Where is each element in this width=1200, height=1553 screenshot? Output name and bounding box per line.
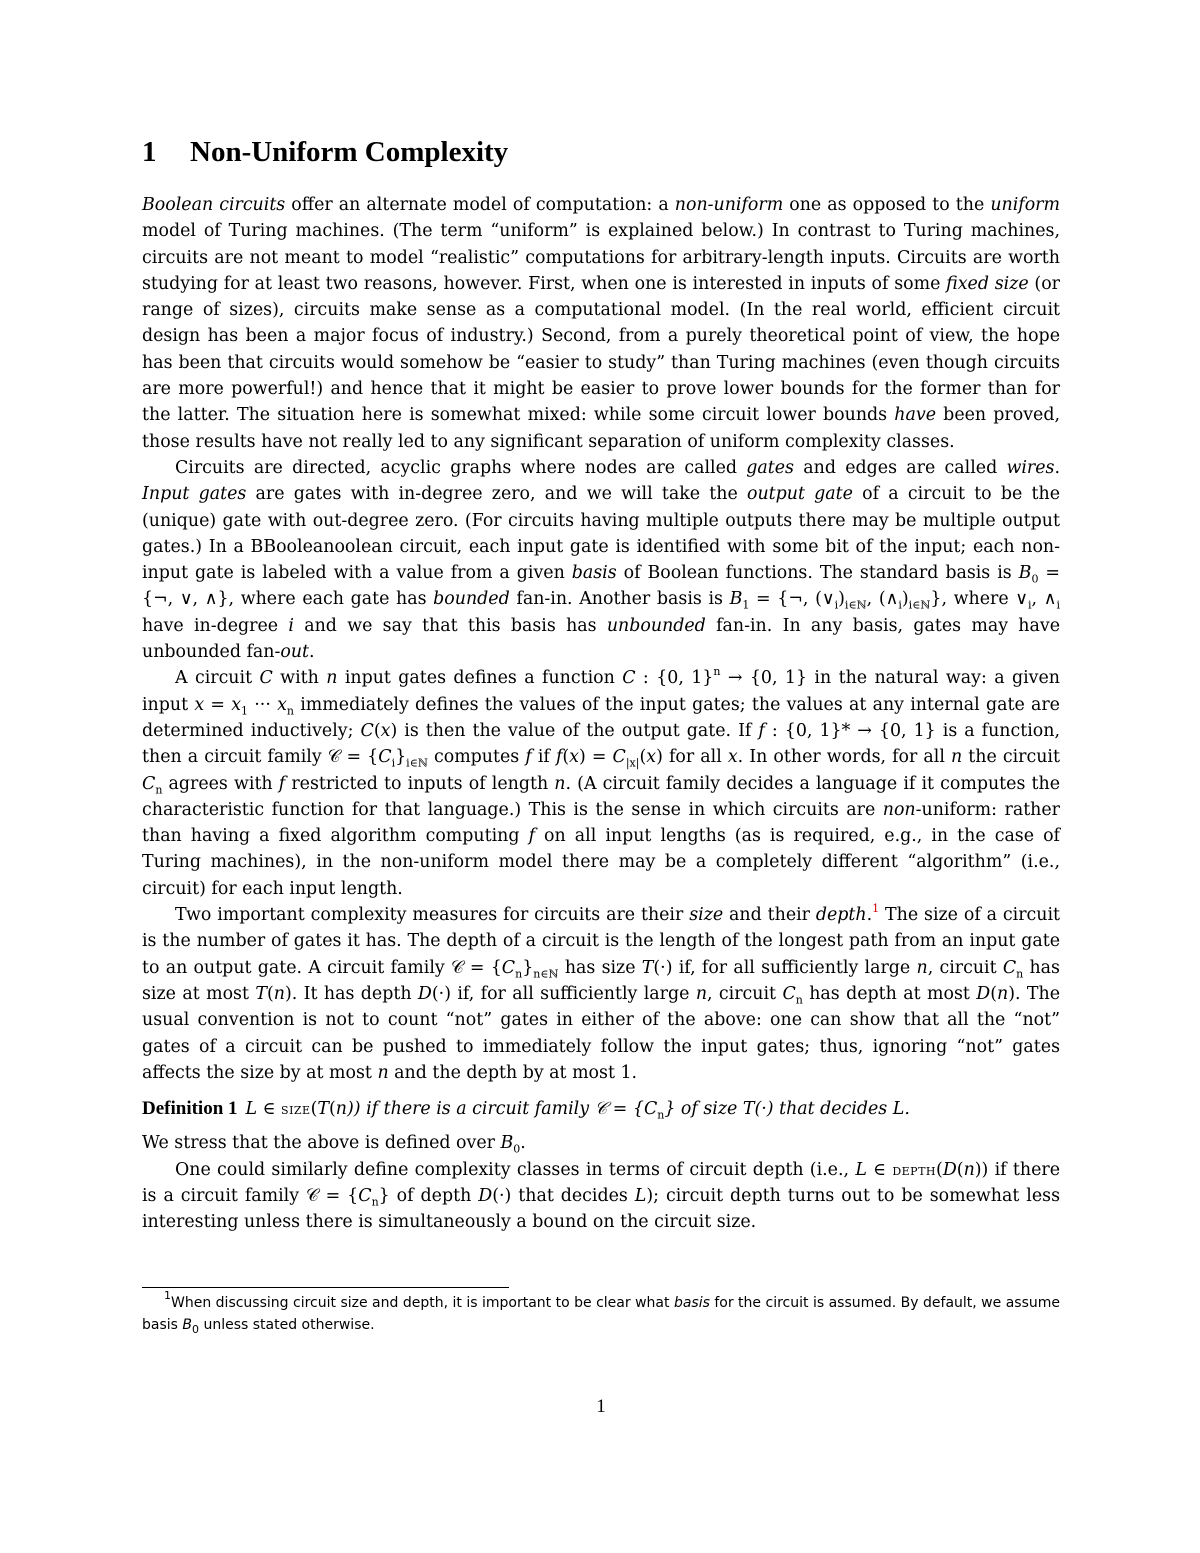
text-span: fan-in. Another basis is bbox=[509, 589, 730, 610]
math-subscript: 0 bbox=[192, 1322, 200, 1336]
math-symbol: f bbox=[758, 720, 765, 741]
math-symbol: T bbox=[255, 983, 267, 1004]
math-symbol: C bbox=[622, 668, 636, 689]
text-span: → {0, 1} in the natural way: a given input bbox=[142, 668, 1060, 715]
text-span: When discussing circuit size and depth, it is important to be clear what bbox=[171, 1295, 674, 1311]
text-span: (·) if, for all sufficiently large bbox=[431, 983, 696, 1004]
paragraph-5 bbox=[142, 1130, 1060, 1156]
text-span: fixed size bbox=[946, 273, 1029, 294]
math-symbol: n bbox=[335, 1099, 347, 1120]
math-symbol: C bbox=[1002, 957, 1017, 978]
text-span: and edges are called bbox=[794, 457, 1007, 478]
text-span: (·) that decides bbox=[492, 1185, 635, 1206]
math-symbol: T bbox=[742, 1099, 755, 1120]
math-subscript: n bbox=[657, 1108, 665, 1122]
math-symbol: L bbox=[634, 1185, 647, 1206]
math-symbol: f bbox=[555, 747, 563, 768]
text-span: . bbox=[866, 905, 873, 926]
text-span: Two important complexity measures for circuits are their bbox=[175, 905, 690, 926]
text-span: ( bbox=[936, 1159, 943, 1180]
text-span: unbounded bbox=[606, 615, 706, 636]
math-symbol: n bbox=[695, 983, 708, 1004]
text-span: out bbox=[280, 642, 310, 663]
text-span: agrees with bbox=[162, 773, 279, 794]
text-span: has size bbox=[558, 957, 642, 978]
text-span: ). It has depth bbox=[284, 983, 418, 1004]
math-subscript: i bbox=[898, 598, 902, 612]
text-span: have in-degree bbox=[142, 615, 289, 636]
complexity-class: depth bbox=[892, 1160, 937, 1179]
text-span: on all input lengths (as is required, e.g., in the case of Turing machines), in the non-uniform model there may be a completely different “algorithm” (i.e., circuit) for each input length. bbox=[142, 826, 1060, 899]
footnote-link[interactable]: 1 bbox=[872, 902, 880, 916]
text-span: ··· bbox=[248, 694, 278, 715]
text-span: }, where ∨ bbox=[930, 589, 1029, 610]
text-span: . In other words, for all bbox=[737, 747, 952, 768]
math-symbol: D bbox=[417, 983, 432, 1004]
text-span: , ∧ bbox=[1031, 589, 1057, 610]
math-symbol: C bbox=[501, 957, 516, 978]
math-symbol: x bbox=[277, 694, 287, 715]
paragraph-6 bbox=[142, 1157, 1060, 1236]
math-symbol: f bbox=[528, 826, 535, 847]
math-symbol: D bbox=[976, 983, 991, 1004]
math-subscript: 0 bbox=[1031, 572, 1039, 586]
math-symbol: n bbox=[554, 773, 566, 794]
math-subscript: n∈ℕ bbox=[533, 967, 559, 981]
text-span: Boolean circuits bbox=[142, 195, 286, 215]
math-subscript: 1 bbox=[241, 704, 249, 718]
text-span: and the depth by at most 1. bbox=[388, 1062, 638, 1083]
text-span: ) bbox=[901, 589, 909, 610]
paragraph-1 bbox=[142, 192, 1060, 455]
text-span: } bbox=[522, 957, 534, 978]
text-span: input gates defines a function bbox=[337, 668, 623, 689]
text-span: (or range of sizes), circuits make sense as a computational model. (In the real world, efficient circuit design has been a major focus of industry.) Second, from a purely theoretical point of view, the hope has been that circuits would somehow be “easier to study” than Turing machines (even though circuits are more powerful!) and hence that it might be easier to prove lower bounds for the former than for the latter. The situation here is somewhat mixed: while some circuit lower bounds bbox=[142, 273, 1060, 426]
text-span: computes bbox=[427, 747, 526, 768]
text-span: } bbox=[395, 747, 407, 768]
text-span: if bbox=[531, 747, 556, 768]
paragraph-4 bbox=[142, 902, 1060, 1086]
text-span: (·) that decides bbox=[754, 1099, 893, 1120]
math-symbol: n bbox=[377, 1062, 389, 1083]
math-symbol: C bbox=[358, 1185, 372, 1206]
text-span: Circuits are directed, acyclic graphs where nodes are called bbox=[175, 457, 747, 478]
text-span: } of size bbox=[664, 1099, 743, 1120]
math-symbol: x bbox=[380, 720, 391, 741]
math-superscript: n bbox=[713, 665, 721, 679]
math-symbol: C bbox=[259, 668, 273, 689]
section-title: Non-Uniform Complexity bbox=[190, 136, 509, 168]
section-heading bbox=[142, 136, 508, 169]
text-span: ( bbox=[310, 1099, 318, 1120]
text-span: . bbox=[520, 1133, 526, 1154]
text-span: non-uniform bbox=[674, 195, 784, 215]
math-symbol: B bbox=[1018, 563, 1032, 584]
text-span: immediately defines the values of the input gates; the values at any internal gate are determined inductively; bbox=[142, 694, 1060, 741]
text-span: . bbox=[904, 1099, 910, 1120]
math-subscript: 1 bbox=[742, 598, 750, 612]
text-span: and we say that this basis has bbox=[293, 615, 607, 636]
text-span: output gate bbox=[746, 484, 853, 505]
paragraph-3 bbox=[142, 665, 1060, 902]
math-symbol: T bbox=[641, 957, 654, 978]
footnote bbox=[142, 1289, 1061, 1336]
text-span: of a circuit to be the (unique) gate with out-degree zero. (For circuits having multiple outputs there may be multiple output gates.) In a BBooleanoolean circuit, each input gate is identified with some bit of the input; each non-input gate is labeled with a value from a given bbox=[142, 484, 1060, 584]
text-span: bounded bbox=[433, 589, 510, 610]
definition-label: Definition 1 bbox=[142, 1098, 238, 1120]
text-span: ) for all bbox=[656, 747, 728, 768]
text-span: , circuit bbox=[707, 983, 783, 1004]
text-span: fan-in. In any basis, gates may have unbounded fan- bbox=[142, 615, 1060, 663]
text-span: = {¬, (∨ bbox=[749, 589, 835, 610]
math-subscript: i∈ℕ bbox=[844, 598, 867, 612]
section-number: 1 bbox=[142, 136, 157, 168]
math-symbol: C bbox=[782, 983, 796, 1004]
math-symbol: L bbox=[245, 1099, 258, 1120]
text-span: ) = bbox=[578, 747, 613, 768]
complexity-class: size bbox=[281, 1100, 311, 1119]
text-span: basis bbox=[571, 563, 617, 584]
math-symbol: n bbox=[326, 668, 338, 689]
text-span: . (A circuit family decides a language if it computes the characteristic function for that language.) This is the sense in which circuits are bbox=[142, 773, 1061, 820]
math-symbol: n bbox=[963, 1159, 975, 1180]
footnote-divider bbox=[142, 1287, 509, 1288]
text-span: ) bbox=[838, 589, 845, 610]
math-subscript: n bbox=[286, 704, 294, 718]
math-symbol: x bbox=[646, 747, 657, 768]
math-symbol: x bbox=[569, 747, 579, 768]
text-span: has size at most bbox=[142, 957, 1060, 1004]
text-span: ( bbox=[956, 1159, 964, 1180]
math-symbol: n bbox=[916, 957, 928, 978]
math-subscript: |x| bbox=[625, 756, 640, 770]
text-span: A circuit bbox=[175, 668, 260, 689]
text-span: ( bbox=[990, 983, 998, 1004]
text-span: restricted to inputs of length bbox=[285, 773, 555, 794]
math-symbol: L bbox=[892, 1099, 905, 1120]
footnote-text bbox=[142, 1289, 1061, 1336]
math-symbol: B bbox=[182, 1317, 193, 1333]
math-symbol: x bbox=[727, 747, 738, 768]
math-symbol: B bbox=[729, 589, 743, 610]
text-span: (·) if, for all sufficiently large bbox=[653, 957, 917, 978]
text-span: The size of a circuit is the number of gates it has. The depth of a circuit is the length of the longest path from an input gate to an output gate. A circuit family 𝒞 = { bbox=[142, 905, 1061, 978]
math-subscript: i bbox=[834, 598, 839, 612]
text-span: wires bbox=[1006, 457, 1055, 478]
text-span: model of Turing machines. (The term “uniform” is explained below.) In contrast to Turing machines, circuits are not meant to model “realistic” computations for arbitrary-length inputs. Circuits are worth studying for at least two reasons, however. First, when one is interested in inputs of some bbox=[142, 221, 1060, 294]
text-span: offer an alternate model of computation: a bbox=[285, 195, 675, 215]
text-span: : {0, 1}* → {0, 1} is a function, then a circuit family 𝒞 = { bbox=[142, 720, 1060, 768]
math-subscript: i∈ℕ bbox=[908, 598, 931, 612]
math-subscript: n bbox=[795, 993, 803, 1007]
text-span: We stress that the above is defined over bbox=[142, 1133, 501, 1154]
text-span: non bbox=[882, 799, 916, 820]
math-symbol: D bbox=[478, 1185, 493, 1206]
math-subscript: i bbox=[1056, 598, 1060, 612]
math-symbol: n bbox=[997, 983, 1009, 1004]
footnote-mark: 1 bbox=[164, 1289, 171, 1302]
text-span: with bbox=[272, 668, 327, 689]
text-span: } of depth bbox=[378, 1185, 479, 1206]
paragraph-2 bbox=[142, 455, 1060, 665]
text-span: one as opposed to the bbox=[783, 195, 991, 215]
definition-1 bbox=[142, 1096, 1060, 1122]
text-span: have bbox=[894, 405, 936, 426]
text-span: )) if there is a circuit family 𝒞 = { bbox=[347, 1099, 644, 1120]
math-subscript: i bbox=[1028, 598, 1032, 612]
text-span: ( bbox=[329, 1099, 336, 1120]
math-symbol: n bbox=[951, 747, 963, 768]
math-subscript: n bbox=[155, 783, 163, 796]
text-span: for the circuit is assumed. By default, we assume basis bbox=[142, 1295, 1061, 1333]
text-span: gates bbox=[746, 457, 794, 478]
math-symbol: C bbox=[643, 1099, 658, 1120]
math-symbol: n bbox=[273, 983, 285, 1004]
math-subscript: i bbox=[391, 756, 396, 770]
math-symbol: L bbox=[855, 1159, 867, 1180]
math-symbol: x bbox=[194, 694, 205, 715]
text-span: ) is then the value of the output gate. If bbox=[390, 720, 759, 741]
text-span: . bbox=[309, 642, 315, 663]
text-span: basis bbox=[673, 1295, 710, 1311]
text-span: ). The usual convention is not to count “not” gates in either of the above: one can show that all the “not” gates of a circuit can be pushed to immediately follow the input gates; thus, ignoring “not” gates affects the size by at most bbox=[142, 983, 1061, 1083]
text-span: One could similarly define complexity classes in terms of circuit depth (i.e., bbox=[175, 1159, 856, 1180]
text-span: of Boolean functions. The standard basis is bbox=[616, 563, 1019, 584]
text-span: ( bbox=[562, 747, 570, 768]
text-span: are gates with in-degree zero, and we will take the bbox=[246, 484, 747, 505]
text-span: , circuit bbox=[927, 957, 1003, 978]
text-span: and their bbox=[723, 905, 816, 926]
text-span: Input gates bbox=[142, 484, 247, 505]
body-text bbox=[142, 192, 1060, 1236]
text-span: depth bbox=[815, 905, 867, 926]
math-symbol: C bbox=[612, 747, 626, 768]
math-symbol: x bbox=[231, 694, 242, 715]
text-span: , (∧ bbox=[866, 589, 899, 610]
math-symbol: f bbox=[525, 747, 532, 768]
math-subscript: i∈ℕ bbox=[406, 756, 428, 770]
text-span: has depth at most bbox=[802, 983, 977, 1004]
text-span: : {0, 1} bbox=[635, 668, 714, 689]
math-subscript: n bbox=[371, 1195, 379, 1209]
math-symbol: f bbox=[278, 773, 286, 794]
text-span: = {¬, ∨, ∧}, where each gate has bbox=[142, 563, 1060, 610]
math-subscript: 0 bbox=[513, 1142, 521, 1156]
text-span: ∈ bbox=[866, 1159, 893, 1180]
text-span: ( bbox=[266, 983, 274, 1004]
text-span: uniform bbox=[990, 195, 1060, 215]
math-symbol: B bbox=[500, 1133, 514, 1154]
text-span: = bbox=[204, 694, 232, 715]
text-span: the circuit bbox=[962, 747, 1060, 768]
text-span: ); circuit depth turns out to be somewhat less interesting unless there is simultaneously a bound on the circuit size. bbox=[142, 1185, 1060, 1233]
text-span: -uniform: rather than having a fixed algorithm computing bbox=[142, 799, 1060, 847]
math-symbol: C bbox=[378, 747, 392, 768]
text-span: )) if there is a circuit family 𝒞 = { bbox=[142, 1159, 1060, 1206]
math-symbol: i bbox=[288, 615, 294, 636]
math-subscript: n bbox=[1016, 967, 1024, 981]
text-span: unless stated otherwise. bbox=[199, 1317, 375, 1333]
page-number: 1 bbox=[596, 1396, 606, 1417]
text-span: ( bbox=[373, 720, 381, 741]
text-span: ∈ bbox=[257, 1099, 282, 1120]
math-symbol: T bbox=[317, 1099, 329, 1120]
math-symbol: C bbox=[360, 720, 374, 741]
text-span: size bbox=[689, 905, 724, 926]
math-symbol: C bbox=[142, 773, 156, 794]
text-span: ( bbox=[639, 747, 647, 768]
math-subscript: n bbox=[515, 967, 523, 981]
text-span: been proved, those results have not really led to any significant separation of uniform complexity classes. bbox=[142, 405, 1060, 452]
text-span: . bbox=[1054, 457, 1060, 478]
math-symbol: D bbox=[942, 1159, 957, 1180]
